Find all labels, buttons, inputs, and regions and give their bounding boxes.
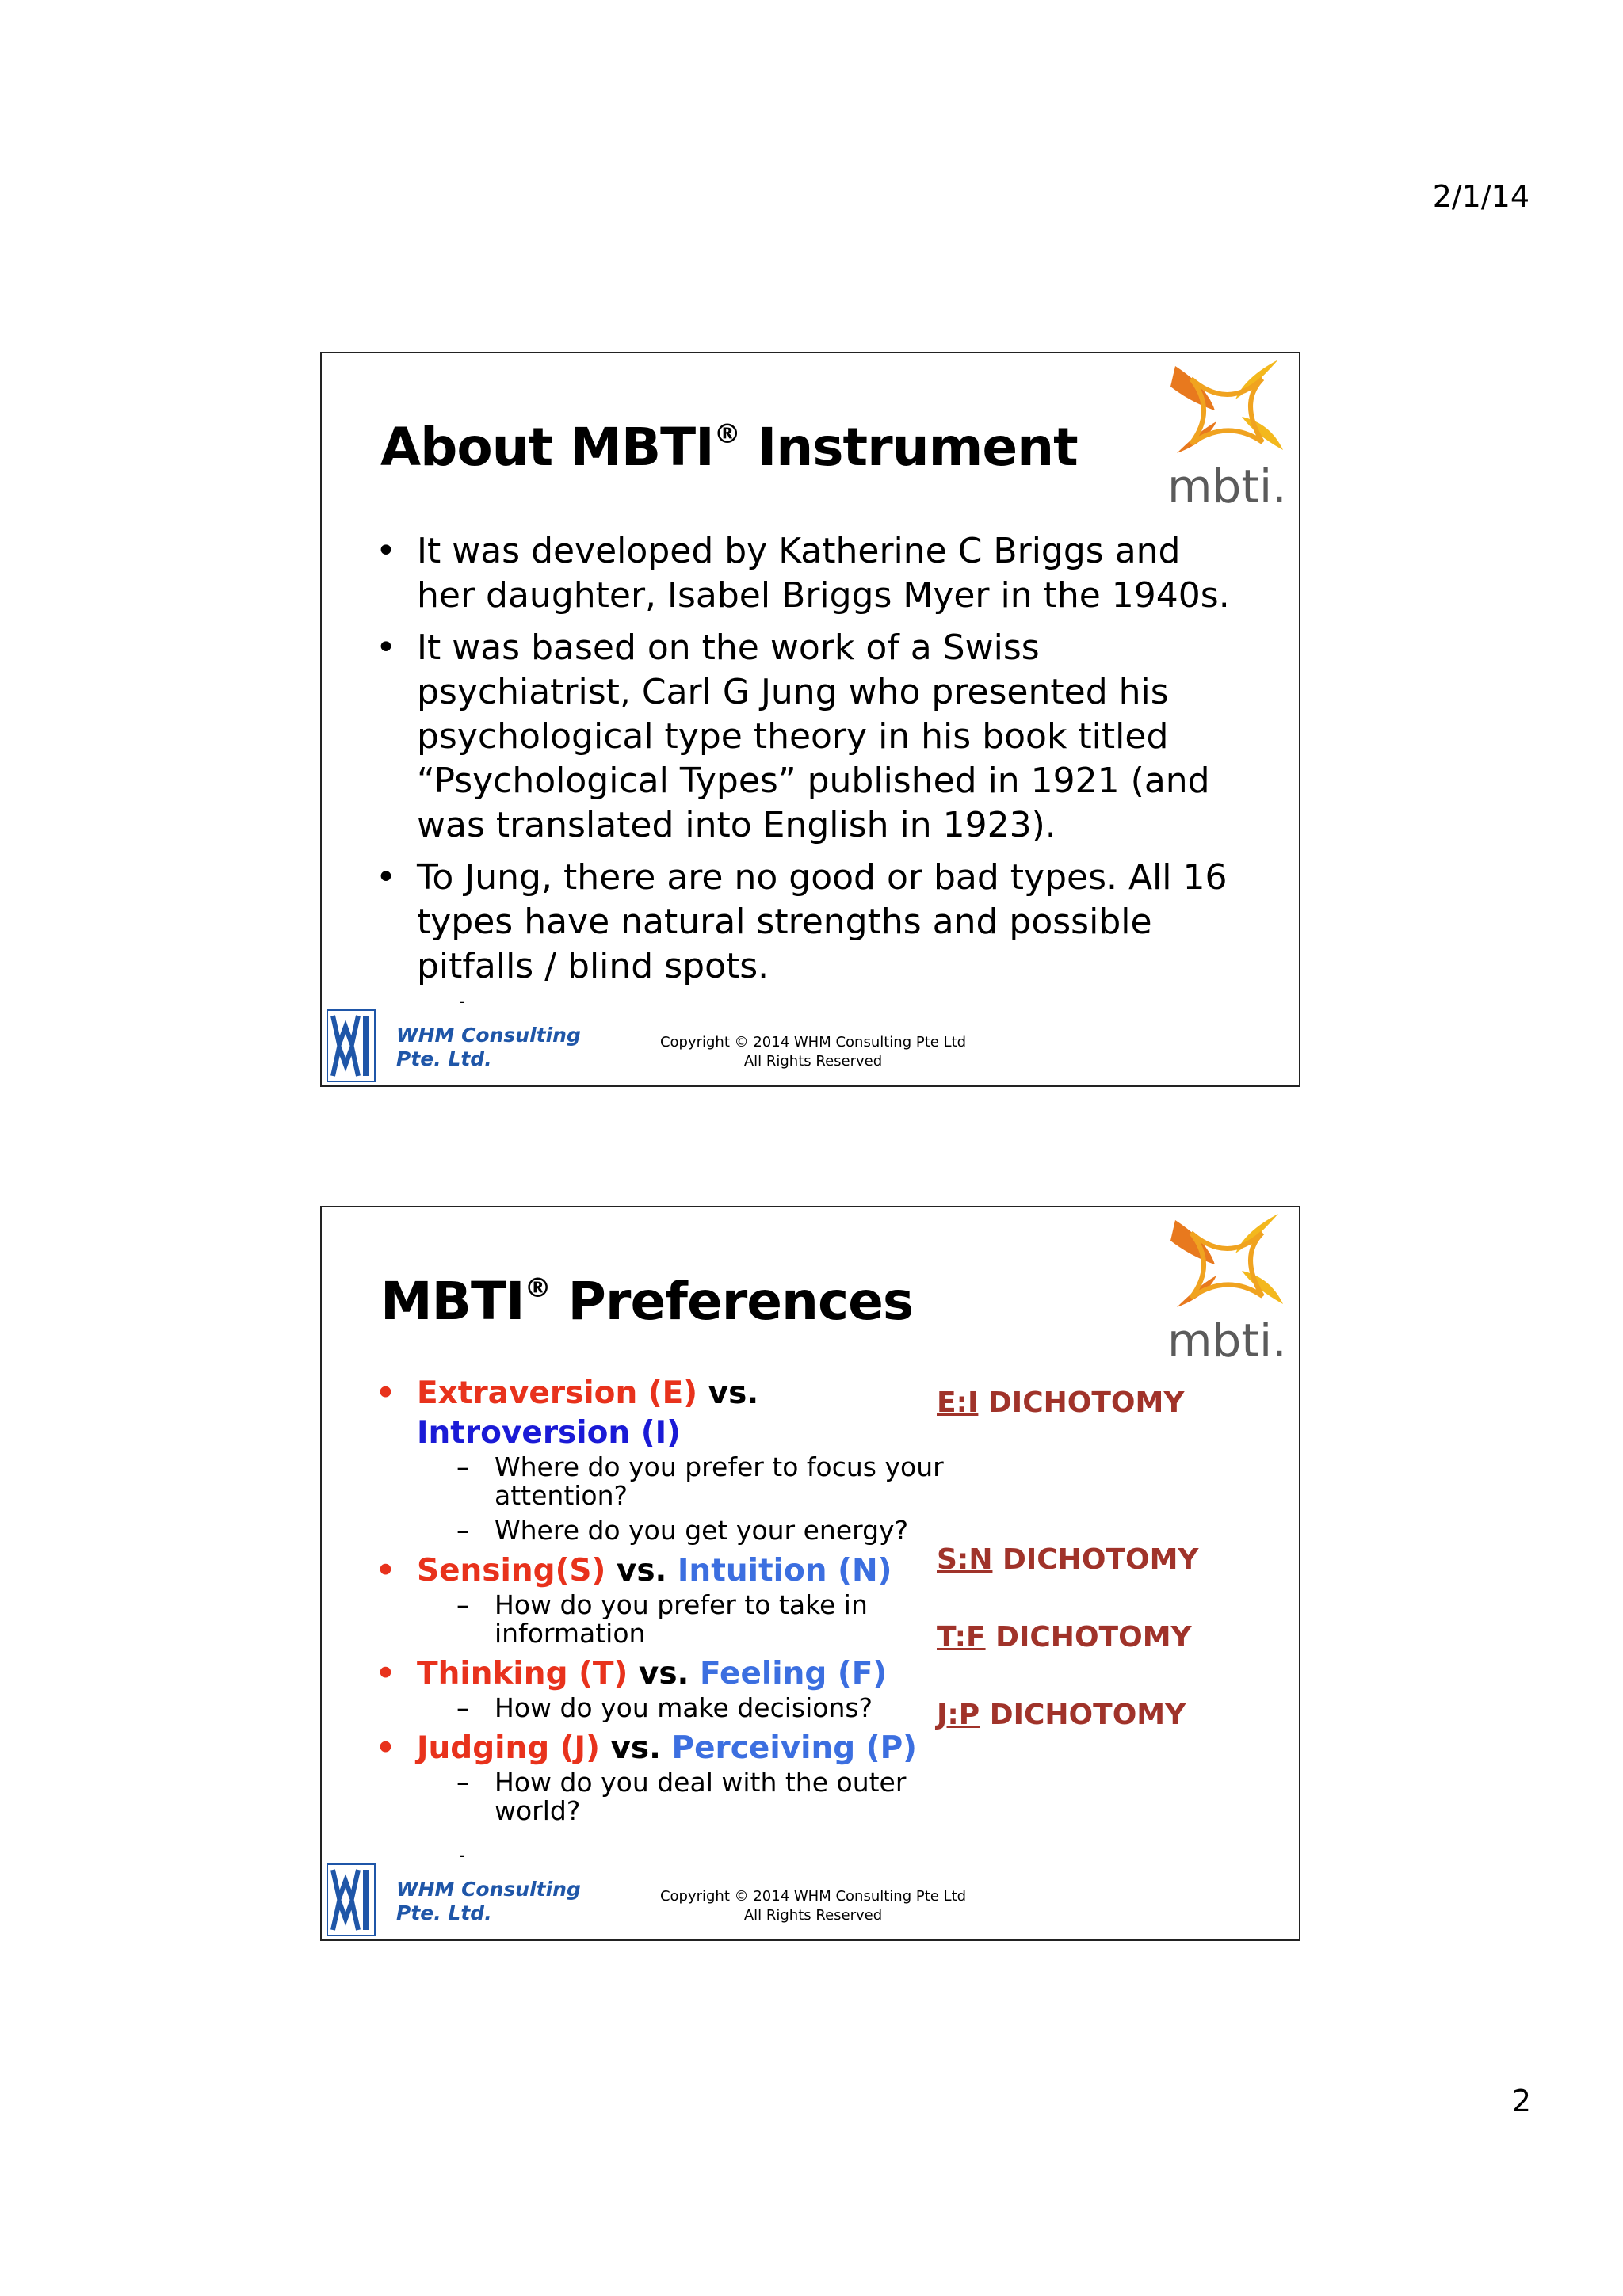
dichotomy-label: S:N DICHOTOMY [937,1543,1199,1576]
slide-about-mbti: About MBTI® Instrument mbti. • It was developed by Katherine C Briggs and her daughter, Isabel Briggs Myer in the 1940s. • It was based on the work of a Swiss psychiatrist, Carl G Jung who presented his psychological type theory in his book titled “Psychological Types” published in 1921 (and was translated into English in 1923). • To Jung, there are no good or bad types. All 16 types have natural strengths and possible pitfalls / blind spots. - WHM Consulting Pte. Ltd. Copyright © 2014 WHM Consulting Pte Ltd All Rights Reserved [320,352,1300,1087]
sub-item: – How do you make decisions? [456,1692,873,1723]
list-item: • Sensing(S) vs. Intuition (N) – How do you prefer to take in information [376,1551,946,1648]
slide-title: MBTI® Preferences [380,1271,914,1332]
sub-item: – Where do you prefer to focus your attention? [456,1451,944,1511]
list-item: • Judging (J) vs. Perceiving (P) – How do you deal with the outer world? [376,1729,946,1825]
slide-title: About MBTI® Instrument [380,417,1078,478]
mbti-logo [1159,1209,1294,1364]
sub-item: – How do you deal with the outer world? [456,1767,907,1826]
sub-item: – Where do you get your energy? [456,1515,909,1546]
preferences-list [376,1374,946,1832]
copyright: Copyright © 2014 WHM Consulting Pte Ltd All Rights Reserved [659,1034,967,1070]
list-item: • To Jung, there are no good or bad types. All 16 types have natural strengths and possible pitfalls / blind spots. [376,857,1228,986]
list-item: • It was developed by Katherine C Briggs and her daughter, Isabel Briggs Myer in the 1940s. [376,531,1230,616]
page-date: 2/1/14 [1432,179,1529,214]
firm-name: WHM Consulting Pte. Ltd. [396,1878,581,1924]
list-item: • It was based on the work of a Swiss psychiatrist, Carl G Jung who presented his psychological type theory in his book titled “Psychological Types” published in 1921 (and was translated into English in 1923). [376,627,1210,845]
copyright: Copyright © 2014 WHM Consulting Pte Ltd All Rights Reserved [659,1888,967,1924]
firm-name: WHM Consulting Pte. Ltd. [396,1024,581,1070]
list-item: • Extraversion (E) vs. Introversion (I) – Where do you prefer to focus your attention? – Where do you get your energy? [376,1374,946,1545]
svg-text:mbti.: mbti. [1167,1314,1287,1364]
sub-item: – How do you prefer to take in information [456,1589,868,1649]
slide-mbti-preferences: MBTI® Preferences mbti. • Extraversion (E) vs. Introversion (I) – Where do you prefer to focus your attention? – Where do you get your energy? • Sensing(S) vs. Intuition (N) – How do you prefer to take in information • Thinking (T) vs. Feeling (F) – How do you make decisions? • Judging (J) vs. Perceiving (P) – How do you deal with the outer world? E:I DICHOTOMY S:N DICHOTOMY T:F DICHOTOMY J:P DICHOTOMY - WHM Consulting Pte. Ltd. Copyright © 2014 WHM Consulting Pte Ltd All Rights Reserved [320,1206,1300,1941]
list-item: • Thinking (T) vs. Feeling (F) – How do you make decisions? [376,1654,946,1722]
svg-text:mbti.: mbti. [1167,460,1287,510]
page-number: 2 [1511,2084,1531,2119]
dichotomy-label: J:P DICHOTOMY [937,1699,1186,1731]
dichotomy-label: T:F DICHOTOMY [937,1621,1192,1653]
whm-logo [327,1863,376,1936]
dichotomy-label: E:I DICHOTOMY [937,1386,1185,1419]
mbti-logo [1159,355,1294,510]
whm-logo [327,1009,376,1082]
bullet-list [376,529,1232,997]
